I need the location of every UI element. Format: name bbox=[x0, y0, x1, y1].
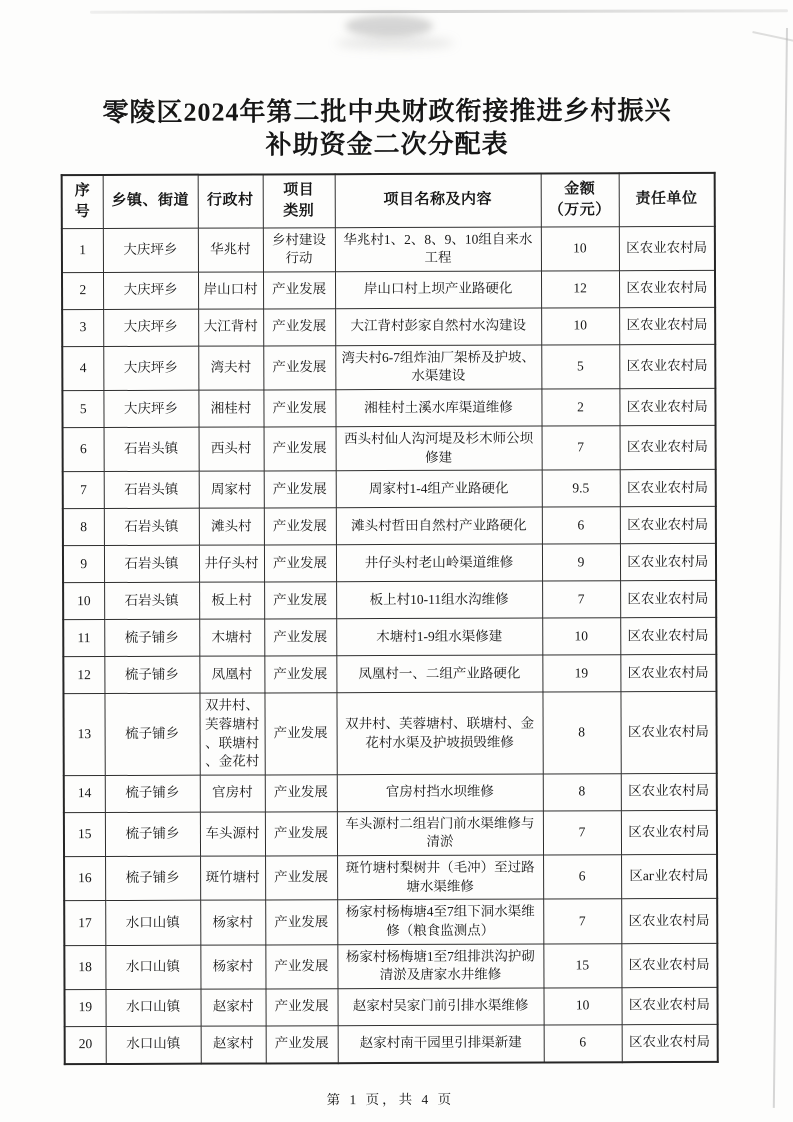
cell-village: 赵家村 bbox=[200, 989, 265, 1026]
cell-village: 大江背村 bbox=[198, 309, 263, 346]
cell-category: 产业发展 bbox=[265, 856, 337, 901]
cell-amount: 10 bbox=[541, 226, 619, 271]
document-title-line2: 补助资金二次分配表 bbox=[265, 129, 509, 160]
cell-seq: 20 bbox=[65, 1026, 106, 1064]
cell-township: 石岩头镇 bbox=[104, 508, 199, 545]
cell-seq: 6 bbox=[63, 428, 104, 472]
cell-township: 水口山镇 bbox=[105, 989, 200, 1026]
table-row bbox=[63, 581, 716, 620]
cell-seq: 8 bbox=[63, 509, 104, 546]
cell-amount: 6 bbox=[542, 507, 620, 544]
table-row bbox=[63, 692, 716, 776]
cell-unit: 区农业农村局 bbox=[620, 470, 716, 507]
cell-project: 杨家村杨梅塘1至7组排洪沟护砌清淤及唐家水井维修 bbox=[337, 943, 543, 988]
cell-village: 凤凰村 bbox=[199, 656, 264, 693]
table-row bbox=[64, 854, 717, 901]
cell-unit: 区农业农村局 bbox=[621, 943, 717, 988]
cell-category: 产业发展 bbox=[263, 390, 335, 427]
cell-category: 产业发展 bbox=[264, 471, 336, 508]
cell-seq: 19 bbox=[64, 989, 105, 1026]
page-number: 第 1 页，共 4 页 bbox=[326, 1091, 455, 1107]
cell-category: 产业发展 bbox=[265, 988, 337, 1025]
cell-category: 产业发展 bbox=[265, 900, 337, 945]
table-row bbox=[63, 507, 716, 546]
cell-amount: 7 bbox=[543, 810, 621, 855]
cell-project: 凤凰村一、二组产业路硬化 bbox=[336, 655, 542, 693]
cell-unit: 区农业农村局 bbox=[619, 388, 715, 425]
cell-amount: 5 bbox=[541, 344, 619, 389]
table-row bbox=[63, 655, 716, 694]
cell-township: 石岩头镇 bbox=[104, 471, 199, 508]
cell-seq: 11 bbox=[63, 620, 104, 657]
cell-category: 产业发展 bbox=[264, 508, 336, 545]
header-cell-township: 乡镇、街道 bbox=[103, 174, 198, 228]
table-row bbox=[63, 470, 716, 509]
header-cell-seq: 序 号 bbox=[62, 175, 103, 229]
cell-unit: 区农业农村局 bbox=[620, 544, 716, 581]
cell-category: 产业发展 bbox=[264, 656, 336, 693]
cell-amount: 7 bbox=[543, 899, 621, 944]
cell-township: 石岩头镇 bbox=[104, 545, 199, 582]
cell-amount: 7 bbox=[542, 426, 620, 471]
cell-village: 斑竹塘村 bbox=[200, 856, 265, 900]
cell-category: 产业发展 bbox=[264, 582, 336, 619]
cell-amount: 19 bbox=[542, 655, 620, 692]
cell-village: 湘桂村 bbox=[198, 390, 263, 427]
cell-village: 周家村 bbox=[199, 471, 264, 508]
cell-amount: 6 bbox=[544, 1024, 622, 1062]
cell-township: 大庆坪乡 bbox=[103, 346, 198, 391]
cell-unit: 区农业农村局 bbox=[621, 899, 717, 944]
cell-category: 产业发展 bbox=[265, 944, 337, 989]
cell-village: 西头村 bbox=[199, 427, 264, 471]
cell-unit: 区农业农村局 bbox=[620, 692, 716, 774]
cell-project: 赵家村南干园里引排渠新建 bbox=[338, 1025, 544, 1063]
cell-category: 乡村建设行动 bbox=[263, 227, 335, 272]
cell-project: 华兆村1、2、8、9、10组自来水工程 bbox=[335, 226, 541, 271]
header-cell-project: 项目名称及内容 bbox=[335, 173, 541, 227]
cell-amount: 12 bbox=[541, 270, 619, 307]
cell-unit: 区农业农村局 bbox=[619, 270, 715, 307]
table-header-row bbox=[62, 172, 715, 228]
cell-category: 产业发展 bbox=[266, 1025, 338, 1063]
cell-project: 木塘村1-9组水渠修建 bbox=[336, 618, 542, 656]
cell-category: 产业发展 bbox=[264, 693, 336, 775]
cell-amount: 15 bbox=[543, 943, 621, 988]
cell-unit: 区农业农村局 bbox=[619, 307, 715, 344]
cell-village: 赵家村 bbox=[201, 1026, 266, 1064]
cell-village: 岸山口村 bbox=[198, 272, 263, 309]
cell-amount: 7 bbox=[542, 581, 620, 618]
cell-seq: 4 bbox=[62, 346, 103, 390]
cell-township: 水口山镇 bbox=[105, 945, 200, 990]
cell-seq: 10 bbox=[63, 583, 104, 620]
cell-category: 产业发展 bbox=[263, 308, 335, 345]
cell-amount: 8 bbox=[543, 773, 621, 810]
cell-category: 产业发展 bbox=[264, 545, 336, 582]
cell-project: 双井村、芙蓉塘村、联塘村、金花村水渠及护坡损毁维修 bbox=[336, 692, 542, 774]
cell-amount: 2 bbox=[541, 389, 619, 426]
cell-project: 湾夫村6-7组炸油厂架桥及护坡、水渠建设 bbox=[335, 345, 541, 390]
cell-township: 梳子铺乡 bbox=[104, 656, 199, 693]
cell-seq: 12 bbox=[63, 657, 104, 694]
cell-village: 杨家村 bbox=[200, 944, 265, 988]
header-cell-amount: 金额 （万元） bbox=[541, 173, 619, 227]
cell-amount: 10 bbox=[542, 618, 620, 655]
cell-category: 产业发展 bbox=[265, 811, 337, 856]
cell-project: 湘桂村土溪水库渠道维修 bbox=[335, 389, 541, 427]
cell-amount: 8 bbox=[542, 692, 620, 774]
cell-unit: 区农业农村局 bbox=[621, 773, 717, 810]
cell-township: 梳子铺乡 bbox=[105, 812, 200, 857]
cell-township: 石岩头镇 bbox=[104, 582, 199, 619]
cell-township: 梳子铺乡 bbox=[105, 856, 200, 901]
cell-seq: 9 bbox=[63, 546, 104, 583]
table-row bbox=[62, 270, 715, 309]
cell-seq: 3 bbox=[62, 309, 103, 346]
table-row bbox=[64, 987, 717, 1026]
table-row bbox=[62, 226, 715, 273]
cell-project: 斑竹塘村梨树井（毛冲）至过路塘水渠维修 bbox=[337, 855, 543, 900]
cell-category: 产业发展 bbox=[264, 427, 336, 472]
table-row bbox=[65, 1024, 718, 1064]
cell-project: 大江背村彭家自然村水沟建设 bbox=[335, 308, 541, 346]
document-title bbox=[60, 95, 713, 163]
header-cell-category: 项目 类别 bbox=[263, 174, 335, 228]
cell-unit: 区农业农村局 bbox=[622, 1024, 718, 1062]
table-row bbox=[62, 307, 715, 346]
cell-seq: 14 bbox=[64, 775, 105, 812]
cell-unit: 区农业农村局 bbox=[620, 507, 716, 544]
table-row bbox=[64, 899, 717, 946]
cell-unit: 区农业农村局 bbox=[620, 425, 716, 470]
cell-village: 木塘村 bbox=[199, 619, 264, 656]
cell-village: 华兆村 bbox=[198, 227, 263, 271]
cell-township: 梳子铺乡 bbox=[104, 619, 199, 656]
cell-amount: 10 bbox=[543, 987, 621, 1024]
cell-village: 车头源村 bbox=[200, 812, 265, 856]
cell-village: 井仔头村 bbox=[199, 545, 264, 582]
cell-project: 周家村1-4组产业路硬化 bbox=[336, 470, 542, 508]
cell-township: 大庆坪乡 bbox=[103, 228, 198, 273]
fund-allocation-table bbox=[61, 171, 719, 1065]
cell-project: 杨家村杨梅塘4至7组下洞水渠维修（粮食监测点） bbox=[337, 899, 543, 944]
cell-township: 石岩头镇 bbox=[104, 427, 199, 472]
document-title-line1: 零陵区2024年第二批中央财政衔接推进乡村振兴 bbox=[102, 96, 672, 128]
cell-unit: 区农业农村局 bbox=[619, 344, 715, 389]
cell-unit: 区农业农村局 bbox=[621, 810, 717, 855]
cell-seq: 16 bbox=[64, 857, 105, 901]
cell-project: 官房村挡水坝维修 bbox=[337, 774, 543, 812]
cell-seq: 18 bbox=[64, 945, 105, 989]
cell-category: 产业发展 bbox=[265, 774, 337, 811]
cell-project: 西头村仙人沟河堤及杉木师公坝修建 bbox=[336, 426, 542, 471]
cell-seq: 7 bbox=[63, 472, 104, 509]
cell-township: 水口山镇 bbox=[105, 900, 200, 945]
cell-township: 大庆坪乡 bbox=[103, 390, 198, 427]
header-cell-village: 行政村 bbox=[198, 174, 263, 228]
cell-project: 车头源村二组岩门前水渠维修与清淤 bbox=[337, 811, 543, 856]
cell-category: 产业发展 bbox=[263, 345, 335, 390]
cell-unit: 区农业农村局 bbox=[620, 581, 716, 618]
cell-seq: 15 bbox=[64, 812, 105, 856]
table-row bbox=[63, 425, 716, 472]
cell-unit: 区农业农村局 bbox=[619, 226, 715, 271]
cell-village: 湾夫村 bbox=[198, 346, 263, 390]
table-row bbox=[63, 618, 716, 657]
cell-project: 岸山口村上坝产业路硬化 bbox=[335, 271, 541, 309]
cell-seq: 1 bbox=[62, 228, 103, 272]
cell-amount: 9.5 bbox=[542, 470, 620, 507]
cell-category: 产业发展 bbox=[264, 619, 336, 656]
table-row bbox=[62, 388, 715, 427]
cell-seq: 5 bbox=[62, 391, 103, 428]
cell-amount: 6 bbox=[543, 855, 621, 900]
table-row bbox=[63, 544, 716, 583]
cell-amount: 9 bbox=[542, 544, 620, 581]
table-row bbox=[64, 773, 717, 812]
cell-unit: 区аг业农村局 bbox=[621, 854, 717, 899]
cell-township: 大庆坪乡 bbox=[103, 272, 198, 309]
cell-village: 杨家村 bbox=[200, 900, 265, 944]
cell-township: 梳子铺乡 bbox=[104, 693, 199, 775]
cell-village: 双井村、芙蓉塘村、联塘村、金花村 bbox=[199, 693, 264, 775]
cell-seq: 17 bbox=[64, 901, 105, 945]
header-cell-unit: 责任单位 bbox=[619, 172, 715, 226]
table-row bbox=[62, 344, 715, 391]
cell-project: 井仔头村老山岭渠道维修 bbox=[336, 544, 542, 582]
cell-unit: 区农业农村局 bbox=[621, 987, 717, 1024]
cell-village: 滩头村 bbox=[199, 508, 264, 545]
cell-seq: 2 bbox=[62, 272, 103, 309]
cell-project: 板上村10-11组水沟维修 bbox=[336, 581, 542, 619]
cell-village: 官房村 bbox=[200, 775, 265, 812]
cell-township: 水口山镇 bbox=[106, 1026, 201, 1064]
cell-seq: 13 bbox=[63, 694, 104, 776]
cell-unit: 区农业农村局 bbox=[620, 618, 716, 655]
table-row bbox=[64, 810, 717, 857]
cell-category: 产业发展 bbox=[263, 271, 335, 308]
cell-amount: 10 bbox=[541, 307, 619, 344]
cell-village: 板上村 bbox=[199, 582, 264, 619]
cell-project: 赵家村吴家门前引排水渠维修 bbox=[337, 988, 543, 1026]
cell-township: 大庆坪乡 bbox=[103, 309, 198, 346]
cell-township: 梳子铺乡 bbox=[105, 775, 200, 812]
cell-project: 滩头村哲田自然村产业路硬化 bbox=[336, 507, 542, 545]
table-row bbox=[64, 943, 717, 990]
cell-unit: 区农业农村局 bbox=[620, 655, 716, 692]
